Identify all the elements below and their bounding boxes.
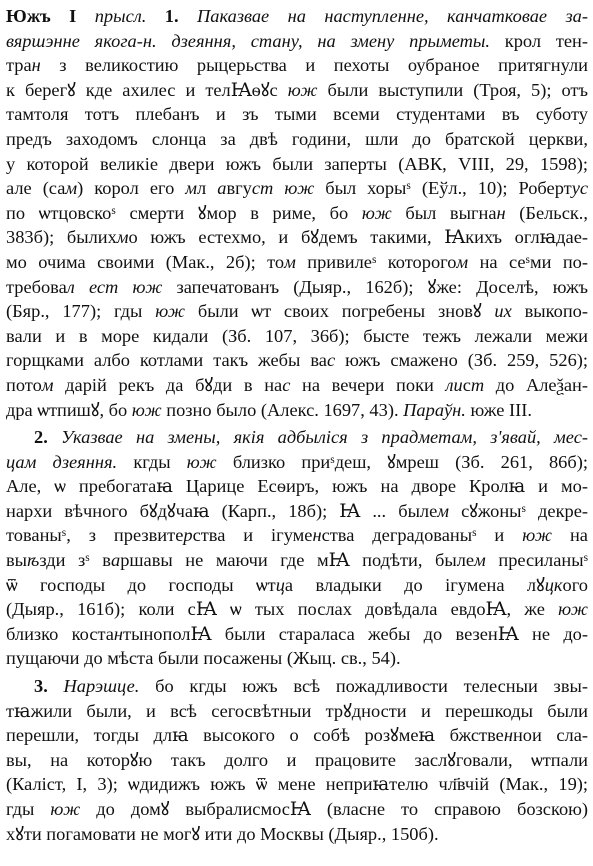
text-segment: был хоры: [314, 178, 407, 199]
text-line: [6, 78, 588, 103]
text-segment: пото: [6, 374, 42, 395]
text-line: [6, 450, 588, 475]
text-segment: с: [462, 374, 471, 395]
text-segment: юже III.: [465, 399, 532, 420]
sense-number: 2.: [34, 427, 48, 448]
text-segment: вгу: [226, 178, 252, 199]
text-line: [6, 299, 588, 324]
text-line: [6, 474, 588, 499]
text-segment: зди з: [39, 550, 86, 571]
text-segment: вы: [6, 550, 28, 571]
text-segment: ѕ: [371, 253, 377, 266]
text-segment: на вечери поки: [290, 374, 446, 395]
text-segment: ства и ігуме: [192, 525, 313, 546]
text-segment: ѕ: [330, 453, 335, 466]
text-segment: м: [437, 500, 450, 521]
text-line: [6, 499, 588, 524]
text-line: [6, 822, 588, 847]
text-segment: требова: [6, 276, 67, 297]
text-segment: тованы: [6, 525, 62, 546]
text-line: [6, 573, 588, 598]
sense-1: [6, 4, 588, 422]
text-segment: а владыки до ігумена лꙋ: [284, 574, 545, 595]
text-segment: ѕ: [472, 527, 477, 540]
text-line: [6, 225, 588, 250]
text-segment: [118, 277, 132, 297]
text-segment: бо кгды южъ всѣ пожадливости телесныи звы-: [139, 676, 588, 697]
text-segment: были ѡт своих погребены зновꙋ: [185, 301, 495, 322]
text-segment: але (са: [6, 178, 66, 199]
text-segment: м: [116, 227, 129, 248]
text-line: [6, 4, 588, 29]
text-segment: , з презвите: [66, 525, 184, 546]
text-segment: ѕ: [111, 204, 116, 217]
text-segment: деш, ꙋмреш (Зб. 261, 86б);: [334, 451, 588, 472]
text-segment: н: [31, 55, 41, 76]
text-segment: у которой великіе двери южъ были заперты (АВК, VIII, 29, 1598);: [6, 153, 588, 174]
text-segment: (Бельск.,: [505, 202, 588, 223]
text-segment: хꙋти погамовати не могꙋ ити до Москвы (Дыяр., 150б).: [6, 823, 439, 844]
text-segment: гды: [6, 799, 51, 819]
text-segment: нои сла-: [512, 725, 589, 746]
text-segment: ого: [562, 574, 588, 595]
text-segment: Але, ѡ пребогатаꙗ Царице Есѳиръ, южъ на дворе Кролꙗ и мо-: [6, 476, 588, 497]
text-segment: позно было (Алекс. 1697, 43).: [161, 399, 404, 420]
text-segment: крол тен-: [489, 30, 588, 51]
text-segment: (Каліст, I, 3); ѡдидижъ южъ ѿ мене неприꙗтелю чл҃вчій (Мак., 19);: [6, 774, 588, 795]
text-segment: смерти ꙋмор в риме, бо: [115, 202, 362, 223]
text-segment: пущаючи до мѣста были посажены (Жыц. св., 54).: [6, 648, 401, 669]
text-segment: м: [456, 251, 469, 272]
text-segment: [48, 427, 61, 447]
text-segment: м: [185, 178, 198, 199]
text-segment: дарій рекъ да бꙋди в на: [53, 374, 283, 395]
text-segment: вали и в море кидали (Зб. 107, 36б); бысте тежъ лежали межи: [6, 325, 588, 346]
text-line: [6, 748, 588, 773]
text-line: [6, 176, 588, 201]
text-segment: ѣ: [27, 550, 40, 571]
text-line: [6, 622, 588, 647]
text-segment: т: [470, 374, 485, 395]
text-line: [6, 398, 588, 423]
text-line: [6, 523, 588, 548]
text-segment: ства деградованы: [321, 525, 473, 546]
text-segment: тра: [6, 55, 32, 76]
text-segment: ѕ: [521, 502, 526, 515]
sense-number: 1.: [164, 6, 179, 26]
text-segment: р: [183, 525, 193, 546]
text-segment: м: [474, 550, 486, 571]
text-segment: близко при: [216, 451, 331, 472]
text-line: [6, 425, 588, 450]
text-segment: м: [41, 374, 54, 395]
text-segment: ц: [275, 574, 285, 595]
text-line: [6, 102, 588, 127]
text-segment: юж: [558, 599, 588, 620]
text-line: [6, 152, 588, 177]
text-segment: з великостию рыцерьства и пехоты оубраное притягнули: [40, 55, 588, 76]
text-segment: ѕ: [85, 551, 90, 564]
text-segment: запечатованъ (Дыяр., 162б); ꙋже: Доселѣ, южъ: [162, 276, 588, 297]
dictionary-entry: [6, 4, 588, 849]
text-segment: пресиланы: [485, 550, 584, 571]
sense-2: [6, 425, 588, 671]
text-segment: выкопо-: [511, 301, 588, 322]
text-segment: ѕ: [525, 253, 530, 266]
text-segment: по ѡтцовско: [6, 202, 112, 223]
text-segment: о южъ естехмо, и бꙋдемъ такими, Ꙗкихъ оглꙗдае-: [128, 227, 588, 248]
text-line: [6, 324, 588, 349]
text-segment: Нарэшце.: [63, 676, 140, 697]
text-segment: тынополꙖ были стараласа жебы до везенꙖ не до-: [123, 623, 588, 644]
text-segment: 383б); былих: [6, 227, 117, 248]
text-segment: юж: [131, 399, 162, 420]
text-segment: предъ заходомъ слонца за двѣ години, шли до братской церкви,: [6, 128, 588, 149]
text-segment: цк: [544, 574, 563, 595]
text-segment: в: [89, 550, 111, 571]
text-line: [6, 548, 588, 573]
text-segment: дра ѡтпишꙋ, бо: [6, 399, 132, 420]
text-segment: перешли, тогды длꙗ высокого о собѣ розꙋмеꙗ бжстве: [6, 725, 504, 746]
text-segment: ѕ: [61, 527, 67, 540]
text-segment: (Еўл., 10); Роберт: [410, 178, 572, 199]
text-segment: л: [197, 178, 218, 199]
text-segment: ршавы не маючи где мꙖ подѣти, быле: [120, 550, 475, 571]
text-segment: ми по-: [529, 251, 588, 272]
text-segment: с: [326, 350, 336, 371]
text-segment: юж: [287, 79, 318, 100]
text-segment: ест: [88, 276, 119, 297]
text-segment: (Бяр., 177); гды: [6, 301, 156, 322]
text-line: [6, 275, 588, 300]
text-segment: н: [503, 725, 513, 746]
text-segment: м: [284, 251, 296, 272]
text-segment: до Алеѯан-: [484, 374, 588, 395]
text-segment: был выгна: [391, 202, 497, 223]
text-line: [6, 646, 588, 671]
text-segment: [76, 6, 94, 26]
text-segment: н: [312, 525, 322, 546]
text-segment: юж: [50, 799, 81, 819]
text-segment: Паказвае на наступленне, канчатковае за-: [197, 6, 588, 26]
text-line: [6, 348, 588, 373]
text-segment: н: [113, 623, 124, 644]
text-segment: ус: [571, 178, 589, 199]
sense-number: 3.: [34, 676, 48, 697]
text-segment: [146, 6, 164, 26]
text-line: [6, 597, 588, 622]
text-segment: и: [476, 525, 523, 546]
text-segment: юж: [155, 301, 186, 322]
text-line: [6, 699, 588, 724]
text-segment: юж: [522, 525, 553, 546]
text-line: [6, 373, 588, 398]
text-segment: юж: [284, 178, 315, 199]
text-segment: а: [217, 178, 227, 199]
text-segment: привиле: [295, 251, 372, 272]
text-segment: (Дыяр., 161б); коли сꙖ ѡ тых послах довѣдала евдоꙖ, же: [6, 599, 559, 620]
text-segment: [75, 277, 89, 297]
text-line: [6, 797, 588, 822]
text-segment: ѿ господы до господы ѡт: [6, 574, 276, 595]
text-segment: вяршэнне якога-н. дзеяння, стану, на змену прыметы.: [6, 30, 490, 51]
text-segment: а: [110, 550, 121, 571]
text-line: [6, 772, 588, 797]
text-line: [6, 53, 588, 78]
text-segment: Указвае на змены, якія адбыліся з прадметам, з'явай, мес-: [61, 427, 588, 448]
text-segment: юж: [132, 276, 163, 297]
text-segment: вы, на которꙋю такъ долго и працовите заслꙋговали, ѡтпали: [6, 749, 588, 770]
text-line: [6, 723, 588, 748]
text-segment: ст: [251, 178, 274, 199]
text-segment: их: [494, 301, 512, 322]
text-segment: с: [282, 374, 291, 395]
text-segment: юж: [361, 202, 392, 223]
text-segment: тꙗжили были, и всѣ сегосвѣтныи трꙋдности и перешкоды были: [6, 700, 588, 721]
text-segment: нархи вѣчного бꙋдꙋчаꙗ (Карп., 18б); Ꙗ ... быле: [6, 500, 438, 521]
text-segment: [273, 178, 284, 198]
text-segment: горщками албо котлами такъ жебы ва: [6, 350, 327, 371]
text-segment: цам дзеяння.: [6, 451, 118, 472]
text-segment: [48, 676, 64, 696]
text-segment: Параўн.: [403, 399, 466, 420]
text-segment: ли: [445, 374, 463, 395]
text-segment: н: [496, 202, 506, 223]
sense-3: [6, 674, 588, 846]
text-segment: были выступили (Троя, 5); отъ: [317, 79, 588, 100]
text-segment: [179, 6, 197, 26]
text-line: [6, 29, 588, 54]
text-segment: декре-: [525, 500, 588, 521]
text-segment: ѕ: [583, 551, 588, 564]
text-line: [6, 127, 588, 152]
part-of-speech: прысл.: [94, 6, 147, 26]
text-line: [6, 674, 588, 699]
text-segment: мо очима своими (Мак., 2б); то: [6, 251, 285, 272]
headword: Южъ I: [6, 6, 77, 26]
text-segment: сꙋжоны: [449, 500, 522, 521]
text-segment: кгды: [117, 451, 187, 472]
text-segment: южъ смажено (Зб. 259, 526);: [335, 350, 588, 371]
text-segment: л: [66, 276, 75, 297]
text-line: [6, 250, 588, 275]
text-segment: которого: [376, 251, 457, 272]
text-line: [6, 201, 588, 226]
text-segment: ѕ: [406, 180, 411, 193]
text-segment: близко коста: [6, 623, 114, 644]
text-segment: ) корол его: [77, 178, 186, 199]
text-segment: тамтоля тотъ плебанъ и зъ тыми всеми студентами въ суботу: [6, 104, 588, 125]
text-segment: м: [65, 178, 78, 199]
text-segment: до домꙋ выбралисмосꙖ (власне то справою бозскою): [80, 799, 589, 819]
text-segment: на: [552, 525, 588, 546]
text-segment: на се: [468, 251, 526, 272]
text-segment: к берегꙋ кде ахилес и телꙖѳꙋс: [6, 79, 288, 100]
text-segment: юж: [186, 451, 217, 472]
